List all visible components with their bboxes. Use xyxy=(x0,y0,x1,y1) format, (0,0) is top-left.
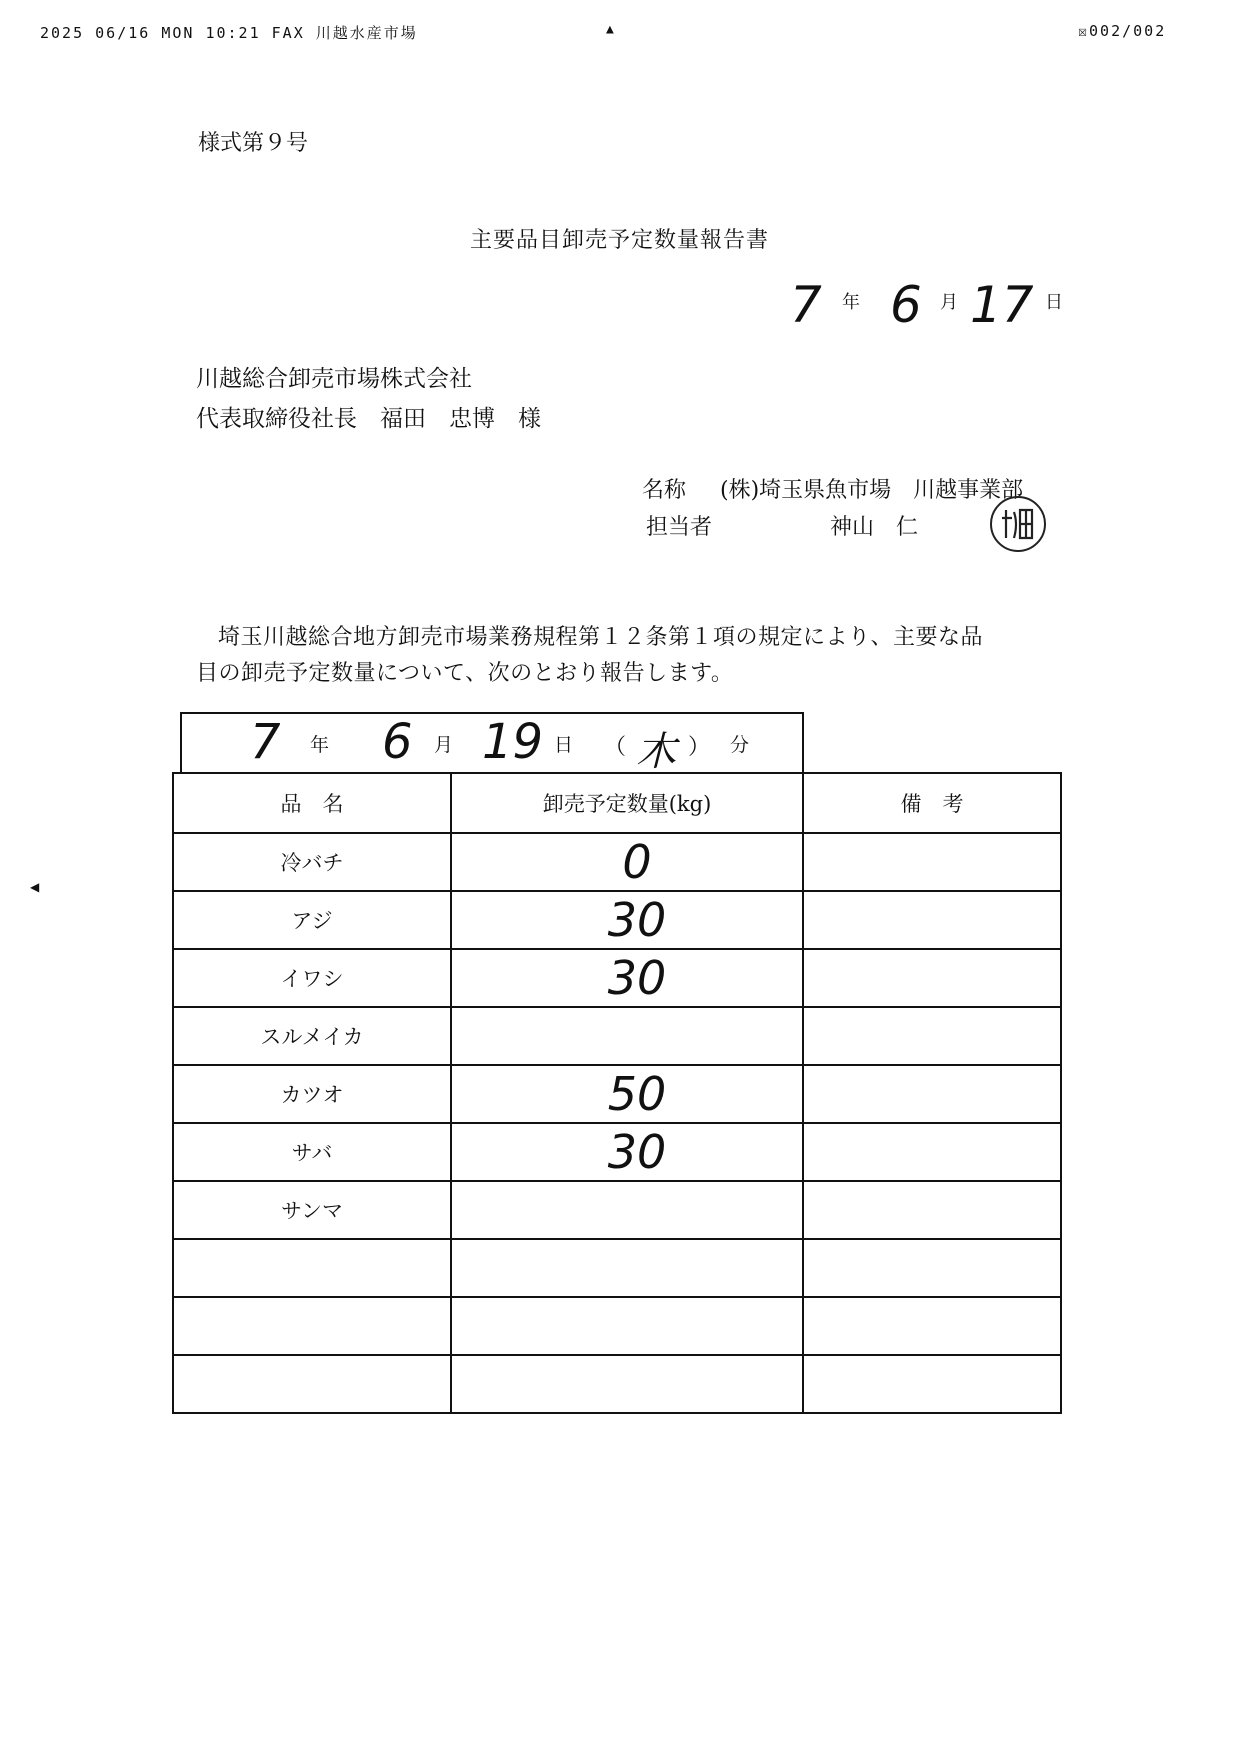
row-quantity xyxy=(451,833,803,891)
row-note xyxy=(803,1007,1061,1065)
table-date-close-paren: ） xyxy=(688,735,711,760)
table-row xyxy=(173,1355,1061,1413)
table-row xyxy=(173,1297,1061,1355)
recipient-company: 川越総合卸売市場株式会社 xyxy=(196,366,472,392)
table-row xyxy=(173,1007,1061,1065)
row-item xyxy=(173,1297,451,1355)
table-date-year-unit: 年 xyxy=(310,734,330,756)
row-quantity xyxy=(451,1181,803,1239)
row-item: アジ xyxy=(173,891,451,949)
row-quantity xyxy=(451,1007,803,1065)
contact-label: 担当者 xyxy=(646,515,713,540)
row-item xyxy=(173,1239,451,1297)
table-header-row xyxy=(173,773,1061,833)
row-item: サンマ xyxy=(173,1181,451,1239)
row-note xyxy=(803,1065,1061,1123)
table-row xyxy=(173,833,1061,891)
row-quantity xyxy=(451,1239,803,1297)
row-item: サバ xyxy=(173,1123,451,1181)
row-quantity-value: 30 xyxy=(607,951,667,1005)
report-date-year-unit: 年 xyxy=(842,292,860,313)
sender-name: (株)埼玉県魚市場 川越事業部 xyxy=(720,478,1024,503)
row-quantity xyxy=(451,949,803,1007)
table-row xyxy=(173,1181,1061,1239)
row-quantity xyxy=(451,1065,803,1123)
row-quantity-value: 30 xyxy=(607,893,667,947)
row-quantity-value: 50 xyxy=(607,1067,667,1121)
recipient-person: 代表取締役社長 福田 忠博 様 xyxy=(196,406,541,432)
row-note xyxy=(803,1123,1061,1181)
table-date-day-unit: 日 xyxy=(554,734,574,756)
row-note xyxy=(803,1297,1061,1355)
sender-name-label: 名称 xyxy=(642,478,687,503)
table-date-open-paren: （ xyxy=(604,735,627,760)
fax-page-counter: ☒002/002 xyxy=(1078,22,1167,40)
row-note xyxy=(803,891,1061,949)
side-arrow-mark-icon: ◀ xyxy=(30,880,40,894)
contact-name: 神山 仁 xyxy=(830,515,919,540)
document-title: 主要品目卸売予定数量報告書 xyxy=(470,228,770,253)
header-note: 備 考 xyxy=(803,773,1061,833)
report-date-day: 17 xyxy=(970,276,1034,334)
table-date-day: 19 xyxy=(482,714,544,770)
report-date-year: 7 xyxy=(790,276,822,334)
header-quantity: 卸売予定数量(kg) xyxy=(451,773,803,833)
row-item: スルメイカ xyxy=(173,1007,451,1065)
table-row xyxy=(173,949,1061,1007)
report-date-month-unit: 月 xyxy=(940,292,958,313)
row-item: 冷バチ xyxy=(173,833,451,891)
row-note xyxy=(803,949,1061,1007)
row-note xyxy=(803,1355,1061,1413)
row-item xyxy=(173,1355,451,1413)
items-table xyxy=(172,772,1062,1414)
header-item: 品 名 xyxy=(173,773,451,833)
row-item: カツオ xyxy=(173,1065,451,1123)
row-note xyxy=(803,1239,1061,1297)
table-date-weekday: 木 xyxy=(636,729,676,775)
row-quantity xyxy=(451,1297,803,1355)
body-text-line-2: 目の卸売予定数量について、次のとおり報告します。 xyxy=(196,661,734,686)
table-date-month-unit: 月 xyxy=(434,734,454,756)
table-date-year: 7 xyxy=(250,714,281,770)
table-row xyxy=(173,891,1061,949)
body-text-line-1: 埼玉川越総合地方卸売市場業務規程第１２条第１項の規定により、主要な品 xyxy=(218,625,984,650)
report-date-month: 6 xyxy=(890,276,922,334)
row-note xyxy=(803,833,1061,891)
personal-seal-stamp xyxy=(990,496,1046,552)
row-quantity xyxy=(451,1123,803,1181)
fax-header-left: 2025 06/16 MON 10:21 FAX 川越水産市場 xyxy=(40,24,418,42)
form-number: 様式第９号 xyxy=(198,131,309,156)
row-quantity xyxy=(451,891,803,949)
row-quantity-value: 0 xyxy=(622,835,652,889)
fax-triangle-mark-icon: ▲ xyxy=(606,22,616,37)
table-row xyxy=(173,1239,1061,1297)
table-date-month: 6 xyxy=(382,714,413,770)
table-date-suffix: 分 xyxy=(730,734,750,756)
report-date-day-unit: 日 xyxy=(1045,292,1063,313)
row-item: イワシ xyxy=(173,949,451,1007)
table-row xyxy=(173,1065,1061,1123)
table-date-header xyxy=(180,712,804,775)
row-quantity xyxy=(451,1355,803,1413)
table-row xyxy=(173,1123,1061,1181)
report-date xyxy=(790,276,1090,336)
row-quantity-value: 30 xyxy=(607,1125,667,1179)
row-note xyxy=(803,1181,1061,1239)
